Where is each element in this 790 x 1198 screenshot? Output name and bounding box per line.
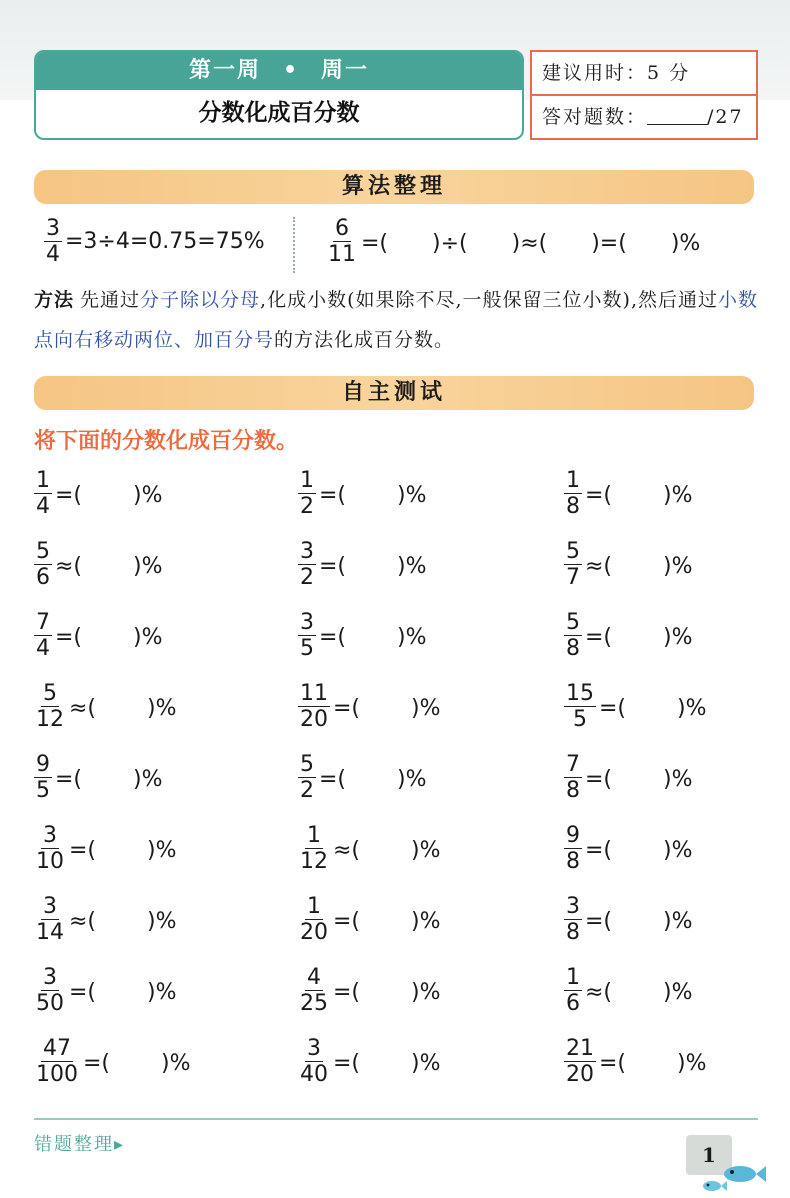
- exercise-item: [34, 894, 177, 945]
- answer-blank[interactable]: =( )%: [585, 909, 693, 934]
- answer-blank[interactable]: =( )%: [585, 767, 693, 792]
- denominator: 14: [36, 920, 64, 945]
- numerator: 3: [307, 1036, 321, 1061]
- denominator: 4: [46, 242, 60, 267]
- fraction: [34, 681, 66, 732]
- week-label: 第一周: [188, 58, 261, 83]
- answer-blank[interactable]: =( )%: [585, 483, 693, 508]
- denominator: 50: [36, 991, 64, 1016]
- exercise-item: [34, 539, 163, 590]
- suggested-time: 建议用时：5 分: [542, 62, 691, 84]
- answer-blank[interactable]: ≈( )%: [69, 909, 177, 934]
- answer-blank[interactable]: =( )%: [55, 483, 163, 508]
- worked-example-1: [44, 216, 265, 267]
- page-number: 1: [686, 1135, 732, 1175]
- numerator: 7: [36, 610, 50, 635]
- answer-blank[interactable]: ≈( )%: [55, 554, 163, 579]
- answer-blank[interactable]: =( )%: [585, 838, 693, 863]
- fraction: [564, 610, 582, 661]
- fraction: [34, 965, 66, 1016]
- denominator: 40: [300, 1062, 328, 1087]
- answer-blank[interactable]: =( )%: [333, 1051, 441, 1076]
- answer-blank[interactable]: =( )%: [319, 554, 427, 579]
- fraction: [34, 610, 52, 661]
- fraction: [44, 216, 62, 267]
- numerator: 47: [43, 1036, 71, 1061]
- denominator: 8: [566, 849, 580, 874]
- exercise-item: [298, 752, 427, 803]
- method-part-2: ,化成小数(如果除不尽,一般保留三位小数),然后通过: [260, 289, 718, 311]
- exercise-item: [564, 539, 693, 590]
- exercise-item: [564, 468, 693, 519]
- denominator: 20: [300, 920, 328, 945]
- answer-blank[interactable]: =( )%: [599, 1051, 707, 1076]
- numerator: 3: [300, 539, 314, 564]
- method-part-3: 的方法化成百分数。: [274, 329, 455, 351]
- correct-count-blank[interactable]: [647, 100, 707, 125]
- numerator: 3: [300, 610, 314, 635]
- exercise-item: [564, 681, 707, 732]
- numerator: 1: [566, 468, 580, 493]
- answer-blank[interactable]: ≈( )%: [333, 838, 441, 863]
- denominator: 12: [36, 707, 64, 732]
- fraction: [564, 468, 582, 519]
- total-questions: /27: [707, 106, 744, 128]
- answer-blank[interactable]: =( )%: [333, 980, 441, 1005]
- numerator: 11: [300, 681, 328, 706]
- fraction: [34, 894, 66, 945]
- numerator: 7: [566, 752, 580, 777]
- fraction: [564, 823, 582, 874]
- fraction: [326, 216, 358, 267]
- example-divider: [293, 217, 295, 273]
- numerator: 6: [335, 216, 349, 241]
- exercise-item: [298, 965, 441, 1016]
- section-algorithm-title: 算法整理: [34, 170, 754, 204]
- example-equation-blanks: =( )÷( )≈( )=( )%: [361, 231, 701, 256]
- denominator: 6: [36, 565, 50, 590]
- numerator: 1: [307, 894, 321, 919]
- numerator: 4: [307, 965, 321, 990]
- fraction: [34, 539, 52, 590]
- numerator: 5: [43, 681, 57, 706]
- fraction: [298, 468, 316, 519]
- method-highlight-2: 小数点向右移动两位、加百分号: [34, 289, 759, 351]
- method-text: [34, 280, 764, 360]
- denominator: 6: [566, 991, 580, 1016]
- denominator: 10: [36, 849, 64, 874]
- numerator: 5: [36, 539, 50, 564]
- answer-blank[interactable]: =( )%: [585, 625, 693, 650]
- exercise-item: [34, 965, 177, 1016]
- answer-blank[interactable]: ≈( )%: [69, 696, 177, 721]
- numerator: 1: [307, 823, 321, 848]
- exercise-item: [298, 468, 427, 519]
- fraction: [34, 468, 52, 519]
- exercise-item: [564, 1036, 707, 1087]
- denominator: 25: [300, 991, 328, 1016]
- denominator: 20: [566, 1062, 594, 1087]
- answer-blank[interactable]: =( )%: [319, 625, 427, 650]
- fraction: [564, 681, 596, 732]
- denominator: 11: [328, 242, 356, 267]
- answer-blank[interactable]: =( )%: [83, 1051, 191, 1076]
- fraction: [564, 1036, 596, 1087]
- fraction: [564, 894, 582, 945]
- fraction: [298, 894, 330, 945]
- denominator: 12: [300, 849, 328, 874]
- exercise-item: [298, 894, 441, 945]
- exercise-item: [34, 468, 163, 519]
- fraction: [298, 965, 330, 1016]
- answer-blank[interactable]: =( )%: [55, 625, 163, 650]
- numerator: 5: [566, 610, 580, 635]
- exercise-item: [564, 823, 693, 874]
- denominator: 8: [566, 920, 580, 945]
- method-highlight-1: 分子除以分母: [140, 289, 261, 311]
- exercise-item: [298, 681, 441, 732]
- denominator: 2: [300, 565, 314, 590]
- exercise-item: [564, 894, 693, 945]
- numerator: 15: [566, 681, 594, 706]
- fraction: [564, 965, 582, 1016]
- denominator: 100: [36, 1062, 78, 1087]
- answer-blank[interactable]: =( )%: [319, 483, 427, 508]
- fraction: [298, 610, 316, 661]
- exercise-item: [34, 752, 163, 803]
- day-label: 周一: [321, 58, 370, 83]
- exercise-item: [298, 823, 441, 874]
- worked-example-2: [326, 216, 700, 267]
- numerator: 21: [566, 1036, 594, 1061]
- method-lead: 方法: [34, 289, 75, 311]
- fraction: [298, 681, 330, 732]
- fish-icon: [700, 1160, 766, 1196]
- exercise-item: [34, 823, 177, 874]
- denominator: 2: [300, 494, 314, 519]
- exercise-item: [298, 539, 427, 590]
- numerator: 1: [300, 468, 314, 493]
- answer-blank[interactable]: =( )%: [69, 838, 177, 863]
- lesson-header: [34, 50, 524, 140]
- fraction: [34, 823, 66, 874]
- denominator: 7: [566, 565, 580, 590]
- exercise-item: [564, 965, 693, 1016]
- time-score-box: [530, 50, 758, 140]
- correct-count-row: [532, 94, 756, 138]
- separator-dot: •: [282, 58, 300, 83]
- numerator: 3: [43, 823, 57, 848]
- denominator: 5: [36, 778, 50, 803]
- denominator: 8: [566, 636, 580, 661]
- fraction: [564, 539, 582, 590]
- numerator: 1: [36, 468, 50, 493]
- fraction: [298, 539, 316, 590]
- denominator: 5: [573, 707, 587, 732]
- answer-blank[interactable]: ≈( )%: [585, 980, 693, 1005]
- error-review-label: 错题整理▸: [34, 1134, 126, 1155]
- denominator: 4: [36, 636, 50, 661]
- fraction: [298, 823, 330, 874]
- denominator: 8: [566, 778, 580, 803]
- answer-blank[interactable]: ≈( )%: [585, 554, 693, 579]
- exercise-item: [564, 610, 693, 661]
- answer-blank[interactable]: =( )%: [319, 767, 427, 792]
- numerator: 3: [43, 894, 57, 919]
- section-self-test-title: 自主测试: [34, 376, 754, 410]
- exercise-item: [34, 610, 163, 661]
- numerator: 9: [566, 823, 580, 848]
- numerator: 5: [300, 752, 314, 777]
- answer-blank[interactable]: =( )%: [333, 696, 441, 721]
- denominator: 8: [566, 494, 580, 519]
- answer-blank[interactable]: =( )%: [69, 980, 177, 1005]
- numerator: 3: [566, 894, 580, 919]
- numerator: 5: [566, 539, 580, 564]
- answer-blank[interactable]: =( )%: [599, 696, 707, 721]
- example-equation: =3÷4=0.75=75%: [65, 229, 265, 254]
- fraction: [298, 1036, 330, 1087]
- lesson-topic: 分数化成百分数: [198, 100, 360, 126]
- exercise-item: [298, 1036, 441, 1087]
- fraction: [34, 752, 52, 803]
- denominator: 2: [300, 778, 314, 803]
- correct-count-label: 答对题数：: [542, 106, 648, 128]
- exercise-item: [298, 610, 427, 661]
- fraction: [564, 752, 582, 803]
- fraction: [298, 752, 316, 803]
- exercise-item: [34, 681, 177, 732]
- week-day-banner: [36, 52, 522, 90]
- numerator: 1: [566, 965, 580, 990]
- numerator: 9: [36, 752, 50, 777]
- numerator: 3: [43, 965, 57, 990]
- denominator: 4: [36, 494, 50, 519]
- exercise-instruction: 将下面的分数化成百分数。: [34, 429, 299, 454]
- method-part-1: 先通过: [80, 289, 141, 311]
- answer-blank[interactable]: =( )%: [333, 909, 441, 934]
- footer-divider: [34, 1118, 758, 1120]
- answer-blank[interactable]: =( )%: [55, 767, 163, 792]
- denominator: 5: [300, 636, 314, 661]
- exercise-item: [34, 1036, 191, 1087]
- numerator: 3: [46, 216, 60, 241]
- denominator: 20: [300, 707, 328, 732]
- fraction: [34, 1036, 80, 1087]
- exercise-item: [564, 752, 693, 803]
